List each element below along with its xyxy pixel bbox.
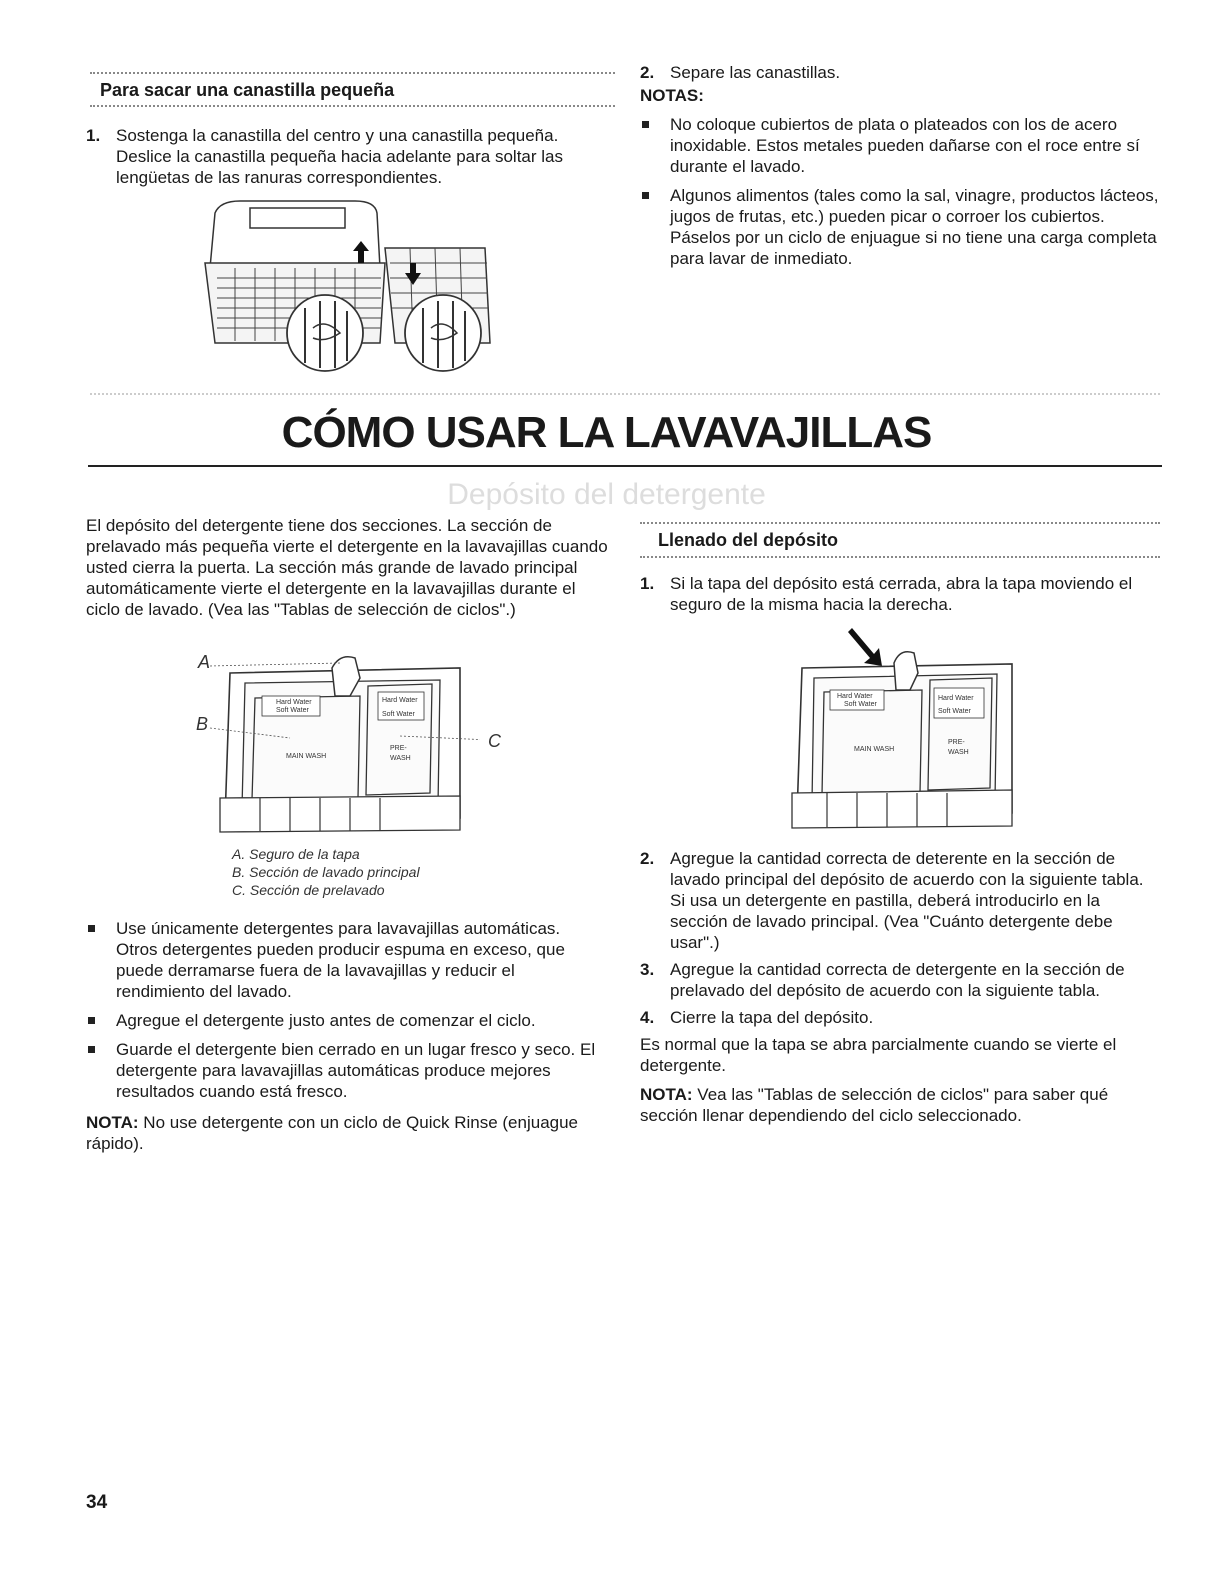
- step-text: Si la tapa del depósito está cerrada, abra la tapa moviendo el seguro de la misma hacia la derecha.: [670, 574, 1133, 614]
- page-title: CÓMO USAR LA LAVAVAJILLAS: [281, 408, 932, 457]
- bullet-icon: [642, 192, 649, 199]
- page-number: 34: [86, 1492, 108, 1513]
- section-heading-remove-basket: Para sacar una canastilla pequeña: [100, 80, 395, 100]
- note-text: Vea las "Tablas de selección de ciclos" para saber qué sección llenar dependiendo del ciclo seleccionado.: [640, 1085, 1109, 1125]
- detergent-tips: [86, 918, 606, 1110]
- list-item: [86, 125, 606, 188]
- step-number: 1.: [640, 574, 655, 593]
- step-number: 2.: [640, 849, 655, 868]
- bullet-icon: [88, 1046, 95, 1053]
- divider: [640, 556, 1160, 558]
- step-text: Sostenga la canastilla del centro y una canastilla pequeña. Deslice la canastilla pequeña hacia adelante para soltar las lengüetas de las ranuras correspondientes.: [116, 126, 564, 187]
- dispenser-illustration: [190, 648, 480, 838]
- soft-water-label: Soft Water: [938, 708, 971, 715]
- hard-water-label: Hard Water: [382, 697, 418, 704]
- list-item: [640, 185, 1160, 269]
- basket-illustration: [195, 193, 505, 383]
- arrow-icon: [848, 628, 882, 666]
- notes-heading: NOTAS:: [640, 86, 704, 105]
- list-item: [86, 918, 606, 1002]
- hard-water-label: Hard Water: [837, 693, 873, 700]
- divider: [640, 522, 1160, 524]
- pre-label: PRE-: [390, 745, 407, 752]
- divider: [90, 105, 615, 107]
- bullet-text: No coloque cubiertos de plata o plateados con los de acero inoxidable. Estos metales pueden dañarse con el roce entre sí durante el lavado.: [670, 115, 1140, 176]
- caption-c: C. Sección de prelavado: [232, 882, 385, 898]
- divider: [90, 393, 1160, 395]
- note-paragraph: [86, 1112, 611, 1154]
- hard-water-label: Hard Water: [938, 695, 974, 702]
- step-list: [640, 573, 1160, 615]
- step-number: 2.: [640, 63, 655, 82]
- note-text: No use detergente con un ciclo de Quick Rinse (enjuague rápido).: [86, 1113, 579, 1153]
- list-item: [640, 114, 1160, 177]
- bullet-text: Agregue el detergente justo antes de comenzar el ciclo.: [116, 1011, 536, 1030]
- bullet-text: Use únicamente detergentes para lavavajillas automáticas. Otros detergentes pueden producir espuma en exceso, que puede derramarse fuera de la lavavajillas y reducir el rendimiento del lavado.: [116, 919, 565, 1001]
- step-text: Separe las canastillas.: [670, 63, 841, 82]
- list-item: [640, 959, 1160, 1001]
- divider: [90, 72, 615, 74]
- note-label: NOTA:: [640, 1085, 693, 1104]
- step-number: 4.: [640, 1008, 655, 1027]
- note-paragraph: [640, 1084, 1160, 1126]
- normal-paragraph: Es normal que la tapa se abra parcialmente cuando se vierte el detergente.: [640, 1035, 1117, 1075]
- dispenser-open-illustration: [782, 618, 1022, 833]
- bullet-icon: [642, 121, 649, 128]
- bullet-text: Guarde el detergente bien cerrado en un lugar fresco y seco. El detergente para lavavajillas automáticas produce mejores resultados cuando está fresco.: [116, 1040, 596, 1101]
- top-right-column: [640, 62, 1160, 277]
- label-c: C: [488, 731, 501, 751]
- soft-water-label: Soft Water: [382, 711, 415, 718]
- list-item: [640, 62, 1160, 83]
- label-a: A: [198, 652, 211, 672]
- figure-captions: [232, 845, 420, 899]
- list-item: [86, 1010, 606, 1031]
- step-text: Agregue la cantidad correcta de deterente en la sección de lavado principal del depósito de acuerdo con la siguiente tabla. Si usa un detergente en pastilla, deberá introducirlo en la sección de lavado principal. (Vea "Cuánto detergente debe usar".): [670, 849, 1144, 952]
- list-item: [640, 848, 1160, 953]
- step-text: Agregue la cantidad correcta de detergente en la sección de prelavado del depósito de acuerdo con la siguiente tabla.: [670, 960, 1125, 1000]
- step-text: Cierre la tapa del depósito.: [670, 1008, 874, 1027]
- step-number: 3.: [640, 960, 655, 979]
- step-list: [86, 125, 606, 188]
- step-list: [640, 848, 1160, 1126]
- pre-label: PRE-: [948, 739, 965, 746]
- list-item: [640, 573, 1160, 615]
- bullet-icon: [88, 1017, 95, 1024]
- wash-label: WASH: [390, 755, 411, 762]
- step-number: 1.: [86, 126, 101, 145]
- main-wash-label: MAIN WASH: [854, 746, 895, 753]
- bullet-icon: [88, 925, 95, 932]
- list-item: [640, 1007, 1160, 1028]
- section-title: Depósito del detergente: [447, 478, 766, 511]
- main-wash-label: MAIN WASH: [286, 753, 327, 760]
- bullet-text: Algunos alimentos (tales como la sal, vinagre, productos lácteos, jugos de frutas, etc.) pueden picar o corroer los cubiertos. Páselos por un ciclo de enjuague si no tiene una carga completa para lavar de inmediato.: [670, 186, 1159, 268]
- hard-water-label: Hard Water: [276, 699, 312, 706]
- caption-a: A. Seguro de la tapa: [232, 846, 360, 862]
- label-b: B: [196, 714, 209, 734]
- intro-paragraph: El depósito del detergente tiene dos secciones. La sección de prelavado más pequeña vierte el detergente en la lavavajillas cuando usted cierra la puerta. La sección más grande de lavado principal automáticamente vierte el detergente en la lavavajillas durante el ciclo de lavado. (Vea las "Tablas de selección de ciclos".): [86, 516, 608, 619]
- wash-label: WASH: [948, 749, 969, 756]
- soft-water-label: Soft Water: [844, 701, 877, 708]
- caption-b: B. Sección de lavado principal: [232, 864, 420, 880]
- soft-water-label: Soft Water: [276, 707, 309, 714]
- list-item: [86, 1039, 606, 1102]
- title-rule: [88, 465, 1162, 467]
- note-label: NOTA:: [86, 1113, 139, 1132]
- section-heading-fill-dispenser: Llenado del depósito: [658, 530, 839, 550]
